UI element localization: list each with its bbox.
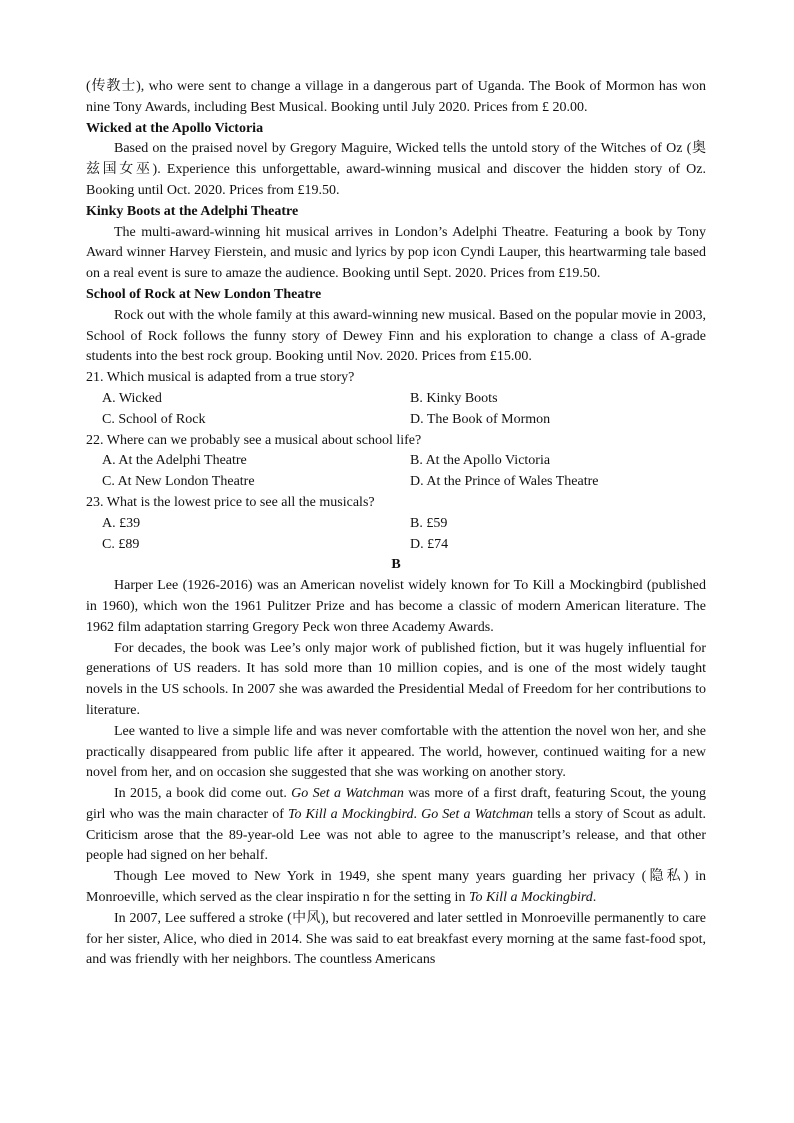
p5-title-mockingbird: To Kill a Mockingbird [468, 890, 593, 906]
option-21-a: A. Wicked [102, 390, 162, 406]
p5-text-a: Though Lee moved to New York in 1949, she spent many years guarding her privacy (隐私) in Monroeville, which served as the clear inspiratio n for the setting in [86, 869, 706, 906]
p4-title-mockingbird: To Kill a Mockingbird [287, 806, 414, 822]
show-heading-kinky-boots: Kinky Boots at the Adelphi Theatre [86, 203, 299, 219]
question-21-options [86, 389, 706, 431]
option-23-c: C. £89 [102, 536, 140, 552]
question-21-stem: 21. Which musical is adapted from a true story? [86, 370, 355, 386]
p4-title-watchman-2: Go Set a Watchman [421, 806, 534, 822]
section-b-paragraph-6: In 2007, Lee suffered a stroke (中风), but recovered and later settled in Monroeville permanently to care for her sister, Alice, who died in 2014. She was said to eat breakfast every morning at the same fast-food spot, and was friendly with her neighbors. The countless Americans [86, 910, 706, 968]
option-22-c: C. At New London Theatre [102, 474, 255, 490]
show-body-kinky-boots: The multi-award-winning hit musical arrives in London’s Adelphi Theatre. Featuring a book by Tony Award winner Harvey Fierstein, and music and lyrics by pop icon Cyndi Lauper, this heartwarming tale based on a real event is sure to amaze the audience. Booking until Sept. 2020. Prices from £19.50. [86, 224, 706, 282]
question-23-options [86, 514, 706, 556]
intro-tail-paragraph: (传教士), who were sent to change a village in a dangerous part of Uganda. The Book of Mormon has won nine Tony Awards, including Best Musical. Booking until July 2020. Prices from £ 20.00. [86, 79, 706, 115]
question-22-options [86, 451, 706, 493]
show-heading-school-of-rock: School of Rock at New London Theatre [86, 286, 322, 302]
show-heading-wicked: Wicked at the Apollo Victoria [86, 120, 264, 136]
option-23-d: D. £74 [410, 536, 449, 552]
option-22-d: D. At the Prince of Wales Theatre [410, 474, 599, 490]
p5-text-c: . [592, 890, 597, 906]
show-body-wicked: Based on the praised novel by Gregory Maguire, Wicked tells the untold story of the Witches of Oz (奥兹国女巫). Experience this unforgettable, award-winning musical and discover the hidden story of Oz. Booking until Oct. 2020. Prices from £19.50. [86, 141, 706, 198]
p4-text-a: In 2015, a book did come out. [114, 786, 292, 802]
option-22-a: A. At the Adelphi Theatre [102, 453, 247, 469]
section-b-paragraph-1: Harper Lee (1926-2016) was an American novelist widely known for To Kill a Mockingbird (published in 1960), which won the 1961 Pulitzer Prize and has become a classic of modern American literature. The 1962 film adaptation starring Gregory Peck won three Academy Awards. [86, 578, 706, 635]
section-b-paragraph-2: For decades, the book was Lee’s only major work of published fiction, but it was hugely influential for generations of US readers. It has sold more than 10 million copies, and is one of the most widely taught novels in the US schools. In 2007 she was awarded the Presidential Medal of Freedom for her contributions to literature. [86, 640, 706, 718]
question-22-stem: 22. Where can we probably see a musical about school life? [86, 432, 422, 448]
document-page [86, 77, 706, 971]
show-body-school-of-rock: Rock out with the whole family at this award-winning new musical. Based on the popular movie in 2003, School of Rock follows the funny story of Dewey Finn and his exploration to change a class of A-grade students into the best rock group. Booking until Nov. 2020. Prices from £15.00. [86, 307, 706, 365]
section-b-paragraph-5 [86, 867, 706, 909]
section-b-label: B [391, 557, 401, 573]
option-23-a: A. £39 [102, 515, 141, 531]
option-23-b: B. £59 [410, 515, 448, 531]
option-21-b: B. Kinky Boots [410, 390, 498, 406]
option-22-b: B. At the Apollo Victoria [410, 453, 551, 469]
option-21-d: D. The Book of Mormon [410, 411, 551, 427]
p4-title-watchman-1: Go Set a Watchman [291, 786, 404, 802]
p4-text-c: was more of a first draft, featuring Scout, the young girl who was the main character of [86, 786, 706, 822]
section-b-paragraph-3: Lee wanted to live a simple life and was never comfortable with the attention the novel won her, and she practically disappeared from public life after it appeared. The world, however, continued waiting for a new novel from her, and on occasion she suggested that she was working on another story. [86, 723, 706, 781]
question-23-stem: 23. What is the lowest price to see all the musicals? [86, 494, 375, 510]
section-b-paragraph-4 [86, 784, 706, 867]
option-21-c: C. School of Rock [102, 411, 206, 427]
p4-text-g: tells a story of Scout as adult. Criticism arose that the 89-year-old Lee was not able to agree to the manuscript’s release, and that other people had signed on her behalf. [86, 806, 707, 864]
p4-text-e: . [413, 806, 422, 822]
